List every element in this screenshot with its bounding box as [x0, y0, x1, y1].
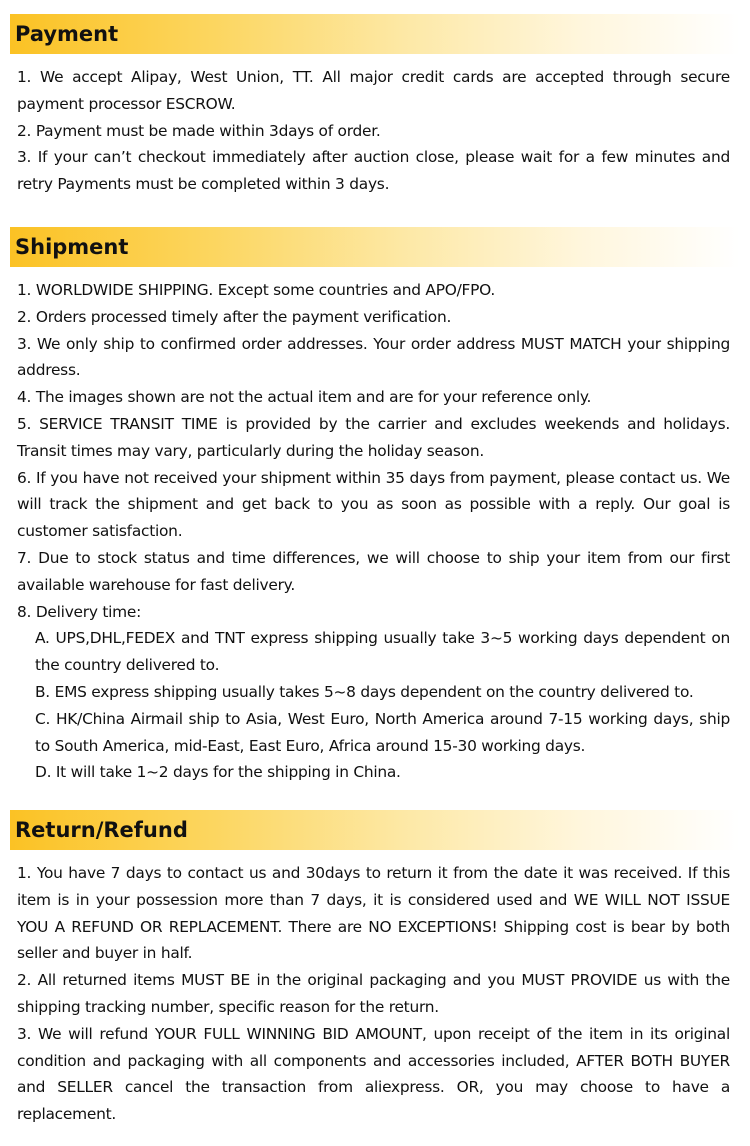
delivery-option: A. UPS,DHL,FEDEX and TNT express shipping usually take 3~5 working days dependent on the country delivered to. [35, 629, 730, 675]
delivery-option: C. HK/China Airmail ship to Asia, West Euro, North America around 7-15 working days, ship to South America, mid-East, East Euro, Africa around 15-30 working days. [35, 709, 730, 755]
refund-banner [10, 810, 740, 850]
shipment-item: 5. SERVICE TRANSIT TIME is provided by the carrier and excludes weekends and holidays. Transit times may vary, particularly during the holiday season. [17, 414, 730, 460]
shipment-item: 1. WORLDWIDE SHIPPING. Except some countries and APO/FPO. [17, 281, 496, 299]
shipment-title: Shipment [15, 235, 129, 259]
refund-item: 3. We will refund YOUR FULL WINNING BID AMOUNT, upon receipt of the item in its original condition and packaging with all components and accessories included, AFTER BOTH BUYER and SELLER cancel the transaction from aliexpress. OR, you may choose to have a replacement. [17, 1024, 730, 1124]
delivery-option: B. EMS express shipping usually takes 5~8 days dependent on the country delivered to. [35, 682, 694, 701]
payment-section [0, 14, 750, 198]
payment-item: 1. We accept Alipay, West Union, TT. All major credit cards are accepted through secure payment processor ESCROW. [17, 68, 730, 113]
shipment-item: 4. The images shown are not the actual item and are for your reference only. [17, 388, 592, 407]
payment-banner [10, 14, 740, 54]
refund-body [17, 860, 730, 1128]
shipment-item: 3. We only ship to confirmed order addresses. Your order address MUST MATCH your shipping address. [17, 334, 730, 380]
shipment-item: 2. Orders processed timely after the payment verification. [17, 307, 452, 326]
refund-section [0, 810, 750, 1128]
shipment-item: 7. Due to stock status and time differences, we will choose to ship your item from our first available warehouse for fast delivery. [17, 548, 730, 594]
shipment-banner [10, 227, 740, 267]
refund-item: 2. All returned items MUST BE in the original packaging and you MUST PROVIDE us with the shipping tracking number, specific reason for the return. [17, 971, 730, 1016]
delivery-option: D. It will take 1~2 days for the shipping in China. [35, 763, 401, 782]
shipment-body [17, 277, 730, 786]
refund-title: Return/Refund [15, 818, 188, 842]
payment-item: 3. If your can’t checkout immediately after auction close, please wait for a few minutes and retry Payments must be completed within 3 days. [17, 148, 730, 194]
payment-title: Payment [15, 22, 119, 46]
payment-body [17, 64, 730, 198]
shipment-item: 8. Delivery time: [17, 602, 142, 621]
shipment-section [0, 227, 750, 786]
payment-item: 2. Payment must be made within 3days of order. [17, 121, 381, 140]
shipment-item: 6. If you have not received your shipment within 35 days from payment, please contact us. We will track the shipment and get back to you as soon as possible with a reply. Our goal is customer satisfaction. [17, 468, 730, 541]
refund-item: 1. You have 7 days to contact us and 30days to return it from the date it was received. If this item is in your possession more than 7 days, it is considered used and WE WILL NOT ISSUE YOU A REFUND OR REPLACEMENT. There are NO EXCEPTIONS! Shipping cost is bear by both seller and buyer in half. [17, 864, 730, 963]
